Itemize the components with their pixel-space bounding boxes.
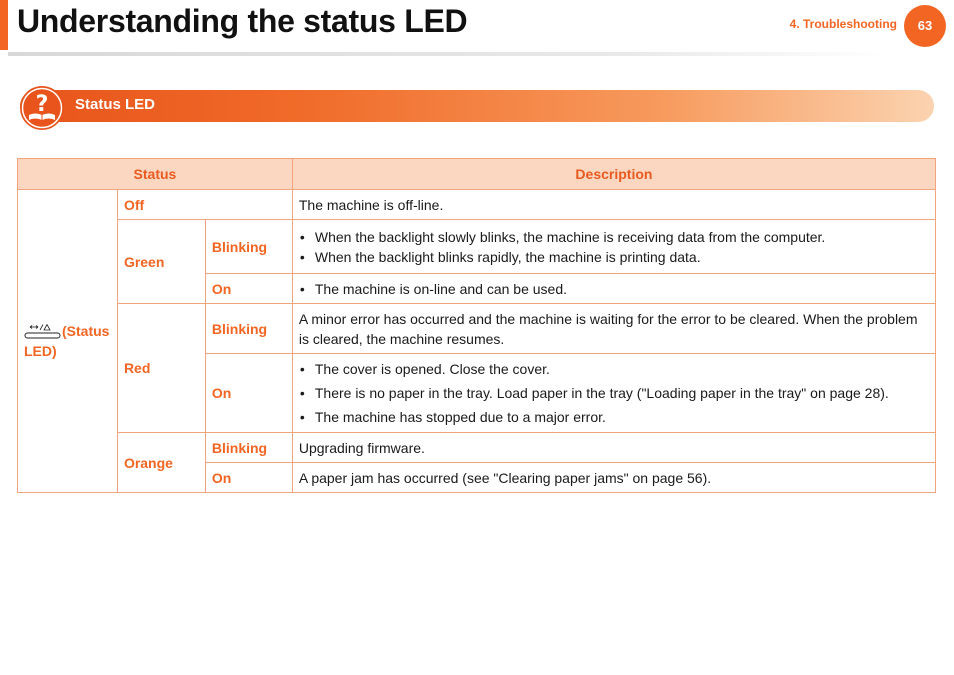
desc-off: The machine is off-line. (292, 190, 935, 220)
state-green-on: On (205, 274, 292, 304)
desc-red-on (292, 354, 935, 433)
list-item: • When the backlight blinks rapidly, the machine is printing data. (299, 247, 929, 267)
state-orange-blinking: Blinking (205, 433, 292, 463)
status-led-icon (24, 324, 62, 340)
section-title: Status LED (75, 96, 156, 113)
desc-orange-blinking: Upgrading firmware. (292, 433, 935, 463)
section-header-bar (20, 90, 934, 122)
header-divider (8, 52, 888, 56)
svg-text:?: ? (35, 92, 49, 117)
list-item: • The machine has stopped due to a major error. (299, 405, 929, 429)
status-led-cell (18, 190, 118, 493)
desc-green-on (292, 274, 935, 304)
status-led-label: (Status LED) (24, 323, 110, 359)
state-orange-on: On (205, 463, 292, 493)
title-accent-bar (0, 0, 8, 50)
desc-red-blinking: A minor error has occurred and the machine is waiting for the error to be cleared. When the problem is cleared, the machine resumes. (292, 304, 935, 354)
table-row (18, 190, 936, 220)
page-title: Understanding the status LED (17, 3, 468, 39)
table-header-row (18, 159, 936, 190)
state-red-blinking: Blinking (205, 304, 292, 354)
header-description: Description (292, 159, 935, 190)
list-item: • The cover is opened. Close the cover. (299, 357, 929, 381)
chapter-link[interactable]: 4. Troubleshooting (789, 17, 897, 31)
table-row (18, 304, 936, 354)
list-item: • There is no paper in the tray. Load paper in the tray ("Loading paper in the tray" on page 28). (299, 381, 929, 405)
color-orange: Orange (117, 433, 205, 493)
list-item: • When the backlight slowly blinks, the machine is receiving data from the computer. (299, 227, 929, 247)
desc-orange-on: A paper jam has occurred (see "Clearing paper jams" on page 56). (292, 463, 935, 493)
color-green: Green (117, 220, 205, 304)
status-led-table (17, 158, 936, 493)
table-row (18, 220, 936, 274)
color-red: Red (117, 304, 205, 433)
list-item: • The machine is on-line and can be used. (299, 279, 929, 299)
state-red-on: On (205, 354, 292, 433)
state-green-blinking: Blinking (205, 220, 292, 274)
state-off: Off (117, 190, 292, 220)
page-number-badge: 63 (904, 5, 946, 47)
question-book-icon (19, 85, 65, 131)
header-status: Status (18, 159, 293, 190)
desc-green-blinking (292, 220, 935, 274)
table-row (18, 433, 936, 463)
